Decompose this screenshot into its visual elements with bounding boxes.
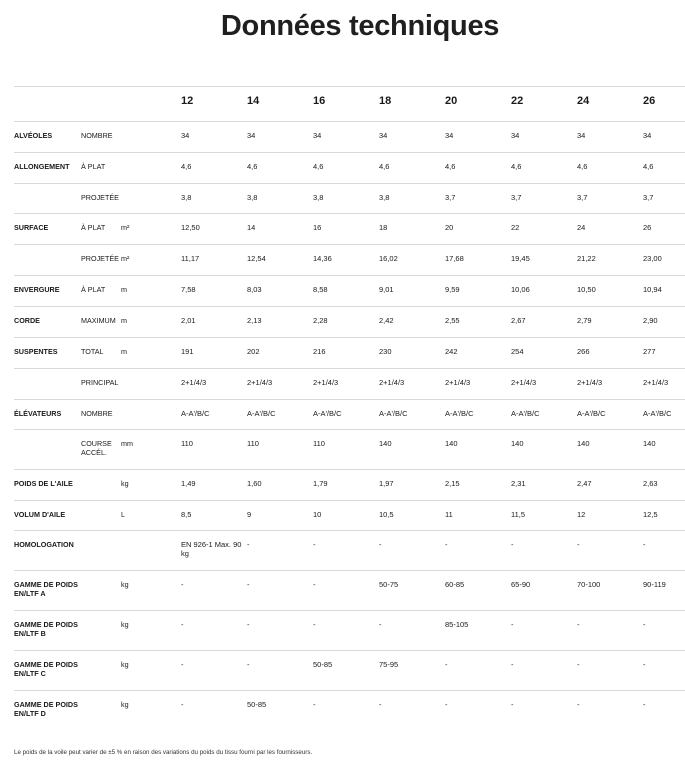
- row-category: ALLONGEMENT: [14, 153, 81, 184]
- value-cell: 110: [313, 430, 379, 470]
- value-cell: 2,13: [247, 307, 313, 338]
- row-subcategory: [81, 651, 121, 691]
- row-subcategory: [81, 611, 121, 651]
- value-cell: 10,50: [577, 276, 643, 307]
- value-cell: 8,58: [313, 276, 379, 307]
- value-cell: 2,31: [511, 470, 577, 501]
- value-cell: 10,06: [511, 276, 577, 307]
- tech-spec-table: [14, 86, 685, 731]
- table-row: [14, 571, 685, 611]
- value-cell: -: [313, 571, 379, 611]
- value-cell: 242: [445, 338, 511, 369]
- footnote: Le poids de la voile peut varier de ±5 % en raison des variations du poids du tissu fourni par les fournisseurs.: [14, 749, 313, 756]
- value-cell: 1,79: [313, 470, 379, 501]
- value-cell: 21,22: [577, 245, 643, 276]
- value-cell: 8,5: [181, 501, 247, 531]
- value-cell: 34: [313, 122, 379, 153]
- row-category: SUSPENTES: [14, 338, 81, 369]
- value-cell: 2,01: [181, 307, 247, 338]
- value-cell: 2,79: [577, 307, 643, 338]
- value-cell: 34: [511, 122, 577, 153]
- value-cell: 1,97: [379, 470, 445, 501]
- value-cell: 9,59: [445, 276, 511, 307]
- value-cell: 26: [643, 214, 685, 245]
- table-row: [14, 245, 685, 276]
- value-cell: 8,03: [247, 276, 313, 307]
- table-row: [14, 531, 685, 571]
- row-category: ALVÉOLES: [14, 122, 81, 153]
- value-cell: 18: [379, 214, 445, 245]
- table-row: [14, 338, 685, 369]
- value-cell: 2+1/4/3: [445, 369, 511, 400]
- value-cell: 110: [181, 430, 247, 470]
- row-category: GAMME DE POIDS EN/LTF B: [14, 611, 81, 651]
- table-row: [14, 153, 685, 184]
- size-header-16: 16: [313, 87, 379, 122]
- value-cell: 140: [379, 430, 445, 470]
- value-cell: 2,47: [577, 470, 643, 501]
- value-cell: -: [181, 691, 247, 731]
- page-title: Données techniques: [220, 10, 500, 42]
- value-cell: 34: [643, 122, 685, 153]
- row-unit: m: [121, 307, 181, 338]
- header-category-cell: [14, 87, 81, 122]
- value-cell: 2,90: [643, 307, 685, 338]
- row-category: CORDE: [14, 307, 81, 338]
- table-row: [14, 214, 685, 245]
- value-cell: -: [247, 531, 313, 571]
- value-cell: 2+1/4/3: [511, 369, 577, 400]
- value-cell: 34: [577, 122, 643, 153]
- row-category: VOLUM D'AILE: [14, 501, 81, 531]
- value-cell: A-A'/B/C: [247, 400, 313, 430]
- value-cell: 230: [379, 338, 445, 369]
- value-cell: 7,58: [181, 276, 247, 307]
- value-cell: 9: [247, 501, 313, 531]
- table-row: [14, 691, 685, 731]
- value-cell: 2+1/4/3: [313, 369, 379, 400]
- value-cell: 10,94: [643, 276, 685, 307]
- value-cell: -: [445, 531, 511, 571]
- value-cell: 24: [577, 214, 643, 245]
- value-cell: 4,6: [577, 153, 643, 184]
- size-header-22: 22: [511, 87, 577, 122]
- value-cell: 12: [577, 501, 643, 531]
- table-row: [14, 651, 685, 691]
- value-cell: 3,8: [379, 184, 445, 214]
- value-cell: 2+1/4/3: [379, 369, 445, 400]
- value-cell: -: [313, 691, 379, 731]
- value-cell: -: [379, 611, 445, 651]
- size-header-26: 26: [643, 87, 685, 122]
- value-cell: A-A'/B/C: [511, 400, 577, 430]
- value-cell: 3,8: [247, 184, 313, 214]
- row-subcategory: COURSE ACCÉL.: [81, 430, 121, 470]
- row-unit: m: [121, 338, 181, 369]
- value-cell: 10,5: [379, 501, 445, 531]
- value-cell: 2,63: [643, 470, 685, 501]
- row-subcategory: PRINCIPAL: [81, 369, 121, 400]
- value-cell: 9,01: [379, 276, 445, 307]
- value-cell: 12,5: [643, 501, 685, 531]
- row-unit: kg: [121, 611, 181, 651]
- row-subcategory: NOMBRE: [81, 122, 121, 153]
- value-cell: 34: [181, 122, 247, 153]
- value-cell: -: [313, 611, 379, 651]
- row-category: GAMME DE POIDS EN/LTF A: [14, 571, 81, 611]
- row-subcategory: PROJETÉE: [81, 184, 121, 214]
- table-row: [14, 184, 685, 214]
- value-cell: -: [511, 531, 577, 571]
- row-unit: m²: [121, 245, 181, 276]
- value-cell: 50-85: [247, 691, 313, 731]
- row-unit: m: [121, 276, 181, 307]
- table-row: [14, 430, 685, 470]
- value-cell: 34: [379, 122, 445, 153]
- value-cell: -: [181, 571, 247, 611]
- header-sub-cell: [81, 87, 121, 122]
- row-unit: [121, 400, 181, 430]
- value-cell: -: [445, 691, 511, 731]
- value-cell: 23,00: [643, 245, 685, 276]
- value-cell: 2,28: [313, 307, 379, 338]
- value-cell: 2+1/4/3: [643, 369, 685, 400]
- value-cell: -: [247, 651, 313, 691]
- value-cell: 3,7: [511, 184, 577, 214]
- row-category: [14, 430, 81, 470]
- value-cell: A-A'/B/C: [313, 400, 379, 430]
- value-cell: 216: [313, 338, 379, 369]
- value-cell: 140: [643, 430, 685, 470]
- size-header-14: 14: [247, 87, 313, 122]
- row-category: ENVERGURE: [14, 276, 81, 307]
- value-cell: 10: [313, 501, 379, 531]
- row-subcategory: NOMBRE: [81, 400, 121, 430]
- value-cell: 65-90: [511, 571, 577, 611]
- table-header-row: [14, 87, 685, 122]
- value-cell: -: [643, 611, 685, 651]
- value-cell: 20: [445, 214, 511, 245]
- value-cell: 4,6: [313, 153, 379, 184]
- table-row: [14, 369, 685, 400]
- value-cell: -: [577, 691, 643, 731]
- size-header-24: 24: [577, 87, 643, 122]
- row-subcategory: À PLAT: [81, 214, 121, 245]
- row-unit: L: [121, 501, 181, 531]
- row-unit: [121, 531, 181, 571]
- row-subcategory: À PLAT: [81, 276, 121, 307]
- row-subcategory: [81, 531, 121, 571]
- table-row: [14, 611, 685, 651]
- value-cell: 50-75: [379, 571, 445, 611]
- value-cell: 14: [247, 214, 313, 245]
- value-cell: 140: [577, 430, 643, 470]
- value-cell: 70-100: [577, 571, 643, 611]
- value-cell: 2+1/4/3: [577, 369, 643, 400]
- value-cell: 191: [181, 338, 247, 369]
- value-cell: 202: [247, 338, 313, 369]
- value-cell: 3,7: [445, 184, 511, 214]
- value-cell: 4,6: [643, 153, 685, 184]
- value-cell: 4,6: [445, 153, 511, 184]
- value-cell: 254: [511, 338, 577, 369]
- table-row: [14, 400, 685, 430]
- table-row: [14, 122, 685, 153]
- table-row: [14, 501, 685, 531]
- value-cell: -: [577, 611, 643, 651]
- value-cell: 17,68: [445, 245, 511, 276]
- value-cell: 140: [445, 430, 511, 470]
- value-cell: -: [511, 611, 577, 651]
- size-header-18: 18: [379, 87, 445, 122]
- size-header-12: 12: [181, 87, 247, 122]
- row-category: [14, 369, 81, 400]
- value-cell: -: [577, 531, 643, 571]
- value-cell: -: [181, 651, 247, 691]
- value-cell: A-A'/B/C: [577, 400, 643, 430]
- value-cell: 277: [643, 338, 685, 369]
- value-cell: -: [445, 651, 511, 691]
- row-unit: kg: [121, 571, 181, 611]
- row-unit: [121, 369, 181, 400]
- value-cell: A-A'/B/C: [445, 400, 511, 430]
- size-header-20: 20: [445, 87, 511, 122]
- row-subcategory: [81, 691, 121, 731]
- value-cell: 140: [511, 430, 577, 470]
- row-unit: kg: [121, 691, 181, 731]
- value-cell: 1,49: [181, 470, 247, 501]
- value-cell: -: [577, 651, 643, 691]
- value-cell: EN 926-1 Max. 90 kg: [181, 531, 247, 571]
- value-cell: 4,6: [511, 153, 577, 184]
- row-subcategory: PROJETÉE: [81, 245, 121, 276]
- value-cell: 11,5: [511, 501, 577, 531]
- value-cell: A-A'/B/C: [379, 400, 445, 430]
- value-cell: 2+1/4/3: [247, 369, 313, 400]
- value-cell: 85-105: [445, 611, 511, 651]
- value-cell: 12,50: [181, 214, 247, 245]
- row-category: ÉLÉVATEURS: [14, 400, 81, 430]
- value-cell: 2,55: [445, 307, 511, 338]
- row-category: [14, 184, 81, 214]
- table-row: [14, 307, 685, 338]
- row-subcategory: [81, 501, 121, 531]
- value-cell: 14,36: [313, 245, 379, 276]
- value-cell: A-A'/B/C: [643, 400, 685, 430]
- row-category: POIDS DE L'AILE: [14, 470, 81, 501]
- value-cell: -: [643, 651, 685, 691]
- row-unit: kg: [121, 470, 181, 501]
- value-cell: 4,6: [181, 153, 247, 184]
- row-unit: [121, 184, 181, 214]
- row-unit: m²: [121, 214, 181, 245]
- value-cell: 16: [313, 214, 379, 245]
- value-cell: 4,6: [379, 153, 445, 184]
- value-cell: 60-85: [445, 571, 511, 611]
- value-cell: 34: [247, 122, 313, 153]
- value-cell: 75-95: [379, 651, 445, 691]
- value-cell: 110: [247, 430, 313, 470]
- value-cell: 16,02: [379, 245, 445, 276]
- row-subcategory: À PLAT: [81, 153, 121, 184]
- value-cell: 2,42: [379, 307, 445, 338]
- value-cell: 3,8: [313, 184, 379, 214]
- value-cell: -: [643, 691, 685, 731]
- value-cell: 90-119: [643, 571, 685, 611]
- value-cell: 3,7: [577, 184, 643, 214]
- value-cell: 4,6: [247, 153, 313, 184]
- row-unit: kg: [121, 651, 181, 691]
- value-cell: 50-85: [313, 651, 379, 691]
- value-cell: -: [511, 651, 577, 691]
- value-cell: 266: [577, 338, 643, 369]
- value-cell: -: [313, 531, 379, 571]
- value-cell: -: [379, 691, 445, 731]
- value-cell: 2,67: [511, 307, 577, 338]
- value-cell: A-A'/B/C: [181, 400, 247, 430]
- value-cell: 1,60: [247, 470, 313, 501]
- row-subcategory: [81, 571, 121, 611]
- row-category: [14, 245, 81, 276]
- row-subcategory: [81, 470, 121, 501]
- value-cell: 34: [445, 122, 511, 153]
- value-cell: -: [379, 531, 445, 571]
- row-category: HOMOLOGATION: [14, 531, 81, 571]
- row-category: GAMME DE POIDS EN/LTF D: [14, 691, 81, 731]
- value-cell: 3,7: [643, 184, 685, 214]
- row-subcategory: TOTAL: [81, 338, 121, 369]
- value-cell: 2,15: [445, 470, 511, 501]
- row-unit: [121, 153, 181, 184]
- row-subcategory: MAXIMUM: [81, 307, 121, 338]
- table-row: [14, 276, 685, 307]
- value-cell: -: [643, 531, 685, 571]
- value-cell: 11: [445, 501, 511, 531]
- table-row: [14, 470, 685, 501]
- value-cell: -: [181, 611, 247, 651]
- row-unit: mm: [121, 430, 181, 470]
- value-cell: -: [247, 611, 313, 651]
- value-cell: 2+1/4/3: [181, 369, 247, 400]
- value-cell: -: [247, 571, 313, 611]
- row-category: GAMME DE POIDS EN/LTF C: [14, 651, 81, 691]
- value-cell: 11,17: [181, 245, 247, 276]
- value-cell: 22: [511, 214, 577, 245]
- row-category: SURFACE: [14, 214, 81, 245]
- value-cell: -: [511, 691, 577, 731]
- value-cell: 12,54: [247, 245, 313, 276]
- value-cell: 3,8: [181, 184, 247, 214]
- header-unit-cell: [121, 87, 181, 122]
- row-unit: [121, 122, 181, 153]
- value-cell: 19,45: [511, 245, 577, 276]
